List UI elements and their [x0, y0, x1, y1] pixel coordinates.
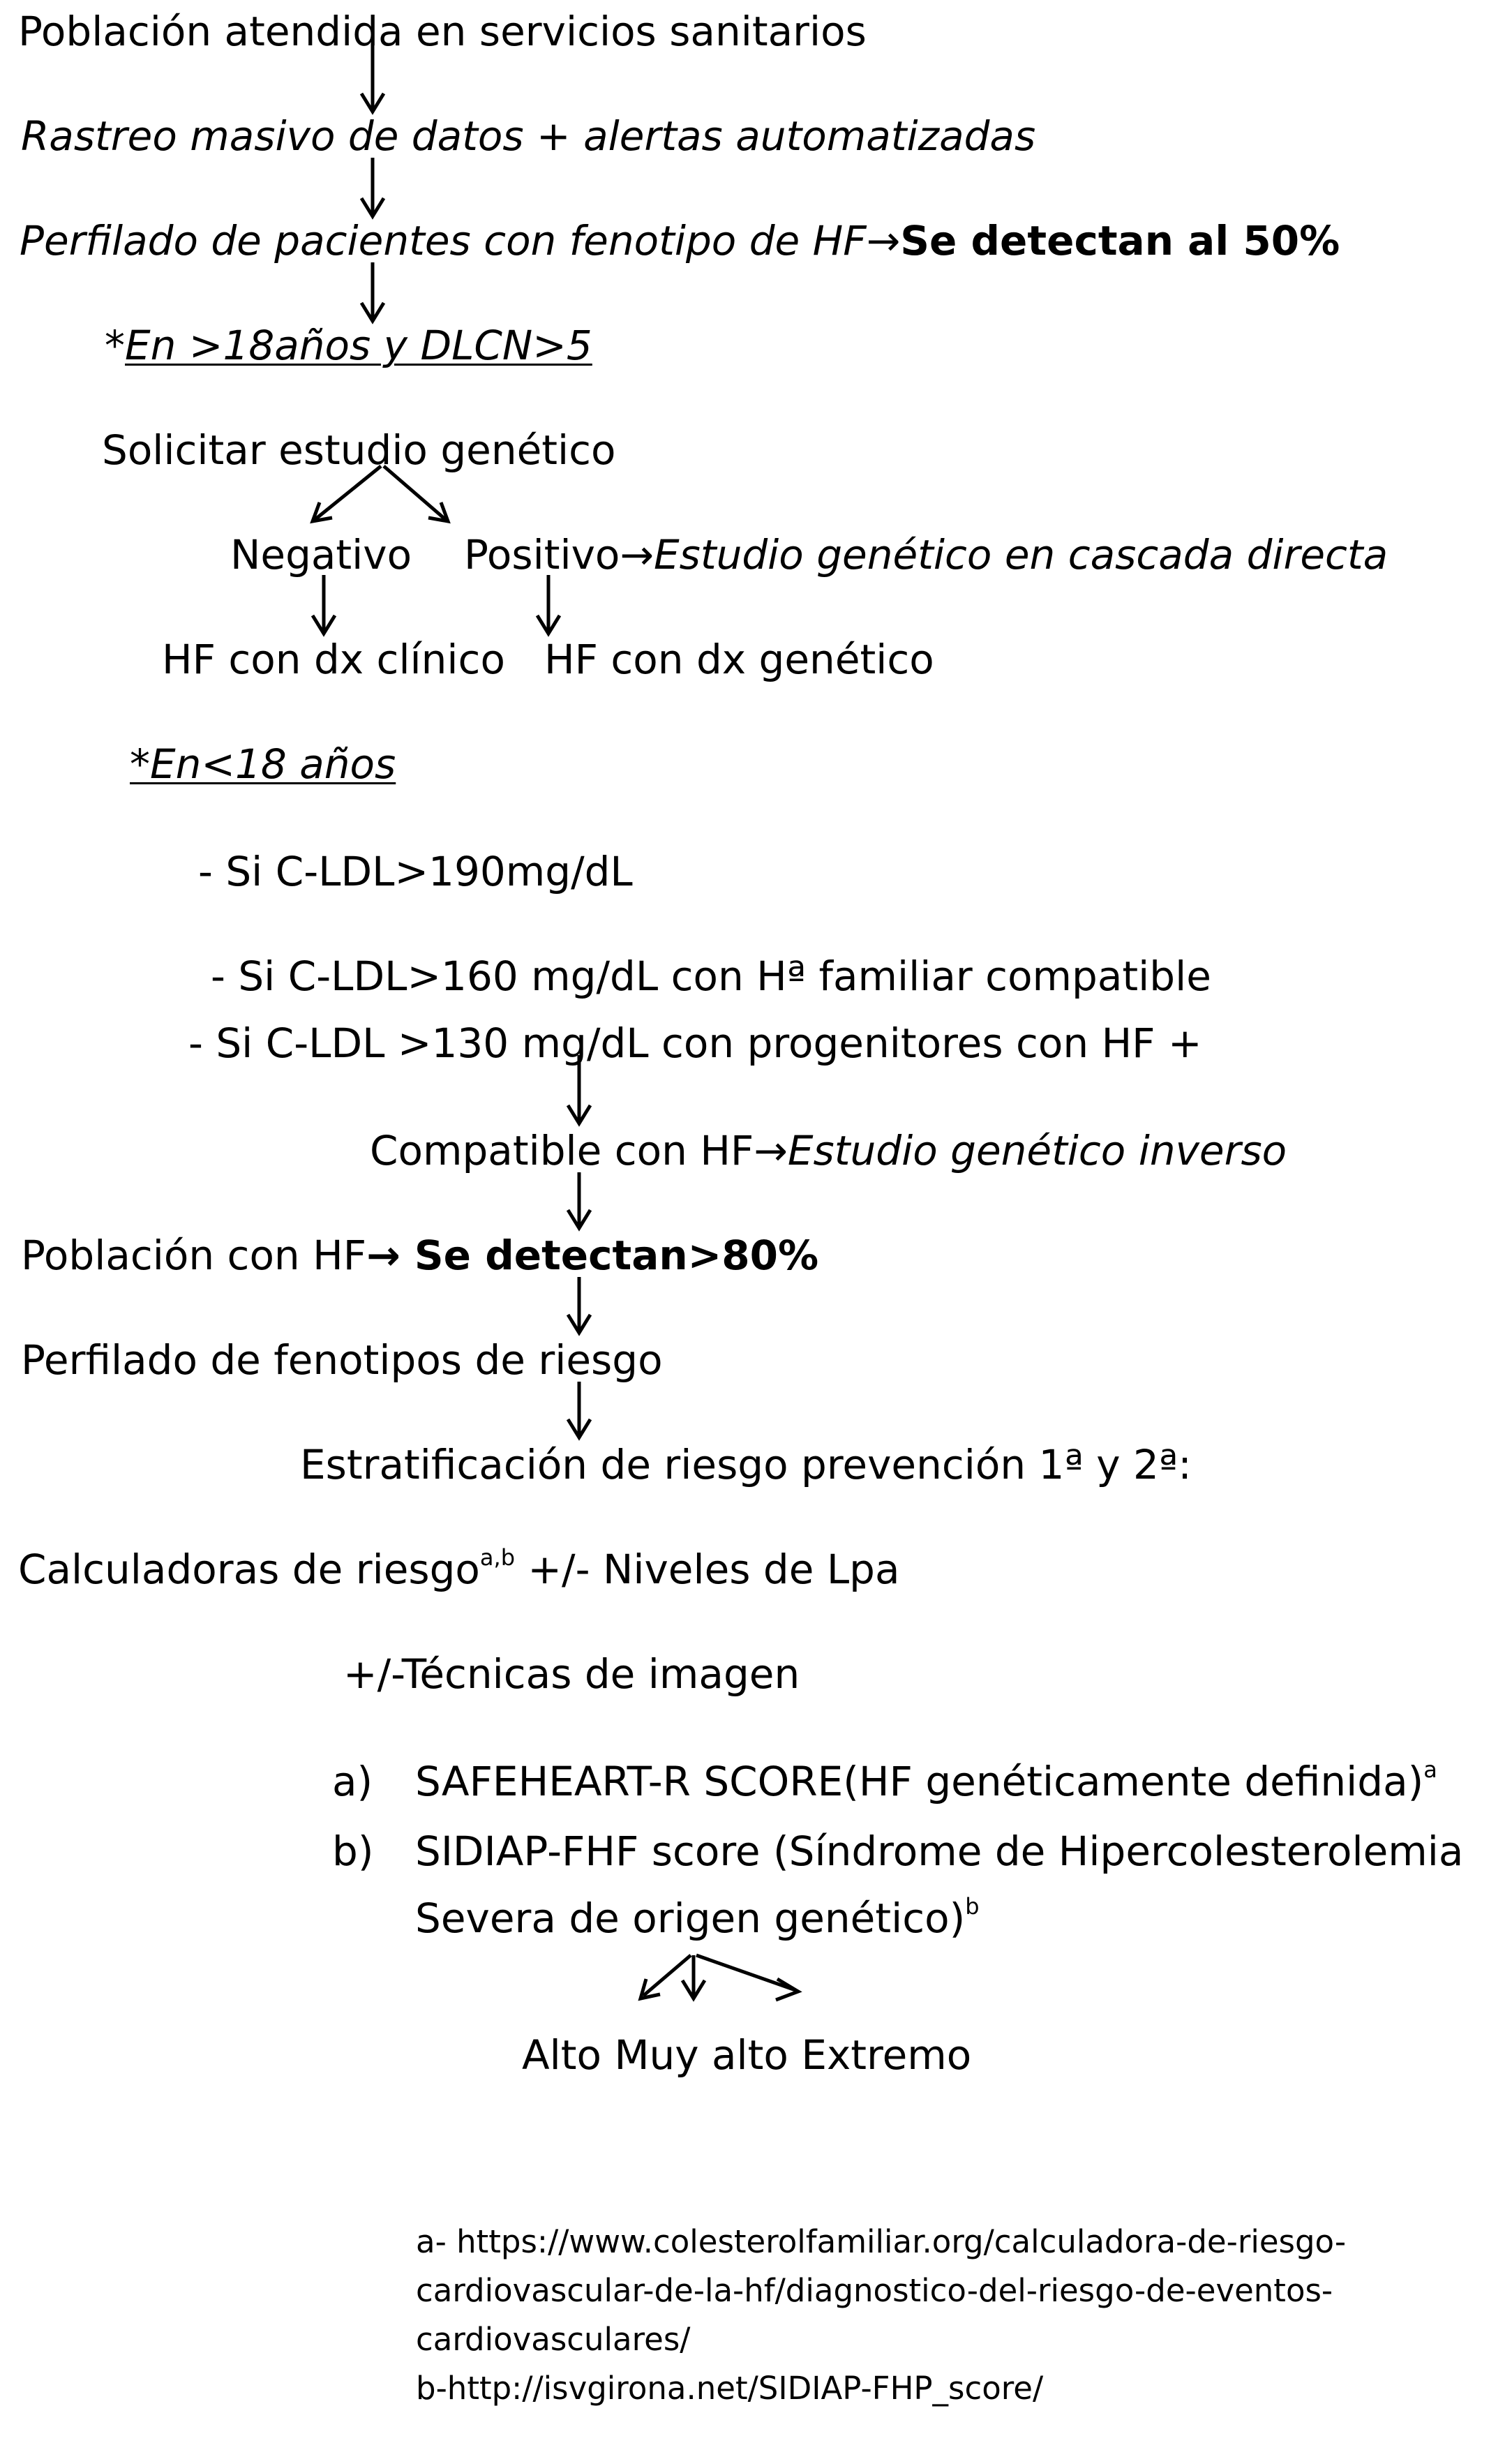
arrow-risk-right: [696, 1955, 795, 1990]
cascade-study-label: Estudio genético en cascada directa: [654, 531, 1389, 578]
risk-calculators-label: Calculadoras de riesgo: [18, 1546, 480, 1593]
footnote-ref-b: b: [965, 1893, 980, 1920]
adult-criteria-text: En >18años y DLCN>5: [125, 322, 592, 369]
arrowhead-risk-right: [776, 1979, 798, 2000]
inverse-study-label: Estudio genético inverso: [787, 1127, 1287, 1174]
profiling-label: Perfilado de pacientes con fenotipo de HF: [20, 217, 867, 264]
footnote-ref-a: a: [1423, 1756, 1437, 1783]
footnote-ref-ab: a,b: [479, 1544, 515, 1571]
imaging-techniques: +/-Técnicas de imagen: [343, 1650, 800, 1698]
lpa-levels-label: +/- Niveles de Lpa: [515, 1546, 900, 1593]
list-marker-b: b): [332, 1828, 374, 1875]
arrow-split-left: [315, 466, 381, 519]
detection-50-label: Se detectan al 50%: [900, 217, 1340, 264]
arrow-glyph: →: [754, 1127, 788, 1174]
flow-step-data-tracking: Rastreo masivo de datos + alertas automatizadas: [21, 112, 1036, 160]
arrow-glyph: →: [866, 217, 901, 264]
outcome-clinical-dx: HF con dx clínico: [162, 636, 505, 683]
flow-step-request-genetic-study: Solicitar estudio genético: [102, 426, 616, 474]
risk-levels: Alto Muy alto Extremo: [522, 2031, 972, 2079]
footnote-b: b-http://isvgirona.net/SIDIAP-FHP_score/: [416, 2370, 1044, 2407]
footnote-a-line2: cardiovascular-de-la-hf/diagnostico-del-riesgo-de-eventos-: [416, 2272, 1333, 2309]
positive-label: Positivo: [464, 531, 620, 578]
sidiap-text: Severa de origen genético): [415, 1895, 966, 1942]
safeheart-text: SAFEHEART-R SCORE(HF genéticamente definida): [415, 1758, 1424, 1805]
criterion-ldl-190: - Si C-LDL>190mg/dL: [198, 848, 633, 895]
list-marker-a: a): [332, 1758, 373, 1805]
flow-step-risk-stratification: Estratificación de riesgo prevención 1ª y 2ª:: [300, 1441, 1192, 1488]
population-hf-label: Población con HF: [21, 1232, 367, 1279]
footnote-a-line3: cardiovasculares/: [416, 2321, 691, 2358]
arrow-glyph: →: [366, 1232, 401, 1279]
criterion-ldl-130: - Si C-LDL >130 mg/dL con progenitores con HF +: [188, 1019, 1202, 1067]
compatible-label: Compatible con HF: [370, 1127, 754, 1174]
result-negative: Negativo: [230, 531, 412, 578]
arrow-split-right: [384, 466, 445, 519]
arrow-risk-left: [643, 1955, 691, 1996]
asterisk: *: [105, 322, 125, 369]
arrow-glyph: →: [620, 531, 654, 578]
outcome-genetic-dx: HF con dx genético: [544, 636, 934, 683]
list-item-sidiap-line1: SIDIAP-FHF score (Síndrome de Hipercolesterolemia: [415, 1828, 1464, 1875]
footnote-a-line1: a- https://www.colesterolfamiliar.org/calculadora-de-riesgo-: [416, 2223, 1347, 2260]
flow-step-risk-phenotypes: Perfilado de fenotipos de riesgo: [21, 1336, 663, 1384]
detection-80-label: Se detectan>80%: [400, 1232, 819, 1279]
flow-step-population: Población atendida en servicios sanitarios: [18, 8, 867, 55]
minor-criteria-heading: *En<18 años: [130, 740, 396, 788]
criterion-ldl-160: - Si C-LDL>160 mg/dL con Hª familiar compatible: [211, 952, 1211, 1000]
